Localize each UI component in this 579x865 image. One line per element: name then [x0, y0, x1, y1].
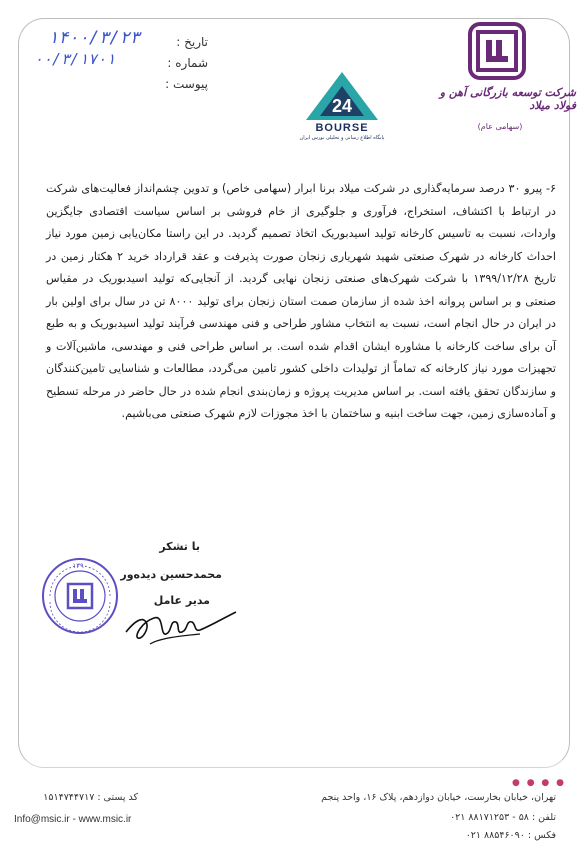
letter-paragraph: ۶- پیرو ۳۰ درصد سرمایه‌گذاری در شرکت میلاد برنا ابرار (سهامی خاص) و تدوین چشم‌انداز فعالیت‌های شرکت در ارتباط با اکتشاف، استخراج، فرآوری و جلوگیری از خام فروشی بر اساس سیاست اقتصادی جایگزین واردات، نسبت به تاسیس کارخانه تولید اسیدبوریک اتخاذ تصمیم گردید. در این راستا مکان‌یابی زمین مورد نیاز احداث کارخانه در شهرک صنعتی شهید شهریاری زنجان صورت پذیرفت و عقد قرارداد خرید ۲ هکتار زمین در تاریخ ۱۳۹۹/۱۲/۲۸ با شرکت شهرک‌های صنعتی زنجان نهایی گردید. از آنجایی‌که تولید اسیدبوریک در مقیاس صنعتی و بر اساس پروانه اخذ شده از سازمان صمت استان زنجان برای تولید ۸۰۰۰ تن در سال برای اولین بار در ایران در حال انجام است، نسبت به انتخاب مشاور طراحی و فنی مهندسی فرآیند تولید اسیدبوریک و به طبع آن برای ساخت کارخانه با مشاوره ایشان اقدام شده است. بر اساس طراحی فنی و مهندسی، ماشین‌آلات و تجهیزات مورد نیاز کارخانه که تماماً از تولیدات داخلی کشور تامین می‌گردد، مطالعات و شناسایی تامین‌کنندگان و سازندگان تحقق یافته است. بر اساس مدیریت پروژه و زمان‌بندی انجام شده در حال حاضر در مرحله تسطیح و آماده‌سازی زمین، جهت ساخت ابنیه و ساختمان با اخذ مجوزات لازم شهرک صنعتی می‌باشیم. [46, 182, 556, 420]
number-label: شماره : [167, 56, 208, 70]
bourse-subtitle: پایگاه اطلاع رسانی و تحلیلی بورس ایران [299, 135, 385, 141]
company-stamp-icon [40, 556, 120, 636]
signer-role: مدیر عامل [153, 594, 210, 607]
attachment-label: پیوست : [165, 77, 208, 91]
company-logo-icon [466, 22, 528, 80]
footer-postal-code: کد پستی : ۱۵۱۴۷۴۴۷۱۷ [43, 792, 138, 803]
date-label: تاریخ : [176, 35, 208, 49]
bourse-number: 24 [331, 96, 353, 116]
company-name: شرکت توسعه بازرگانی آهن و فولاد میلاد [439, 86, 576, 112]
handwritten-signature-icon [120, 592, 240, 652]
bourse-word: BOURSE [315, 122, 369, 134]
handwritten-number: ۰۰/۳/۱۷۰۱ [34, 50, 116, 68]
dot-divider: ● ● ● ● [512, 778, 566, 788]
thanks-line: با تشکر [159, 540, 200, 553]
footer-address: تهران، خیابان بخارست، خیابان دوازدهم، پلاک ۱۶، واحد پنجم [321, 792, 556, 803]
footer-web-link[interactable]: Info@msic.ir - www.msic.ir [14, 814, 132, 825]
stamp-year: ۱۳۹۰ [72, 562, 88, 570]
company-type: (سهامی عام) [477, 122, 523, 131]
signer-name: محمدحسین دیده‌ور [120, 568, 222, 581]
bourse-logo-icon [302, 70, 382, 122]
footer-tel: تلفن : ۵۸ - ۸۸۱۷۱۲۵۳ ۰۲۱ [450, 812, 556, 823]
letter-body [46, 178, 556, 426]
handwritten-date: ۱۴۰۰/۳/۲۳ [48, 28, 141, 48]
footer-fax: فکس : ۸۸۵۴۶۰۹۰ ۰۲۱ [465, 830, 556, 841]
